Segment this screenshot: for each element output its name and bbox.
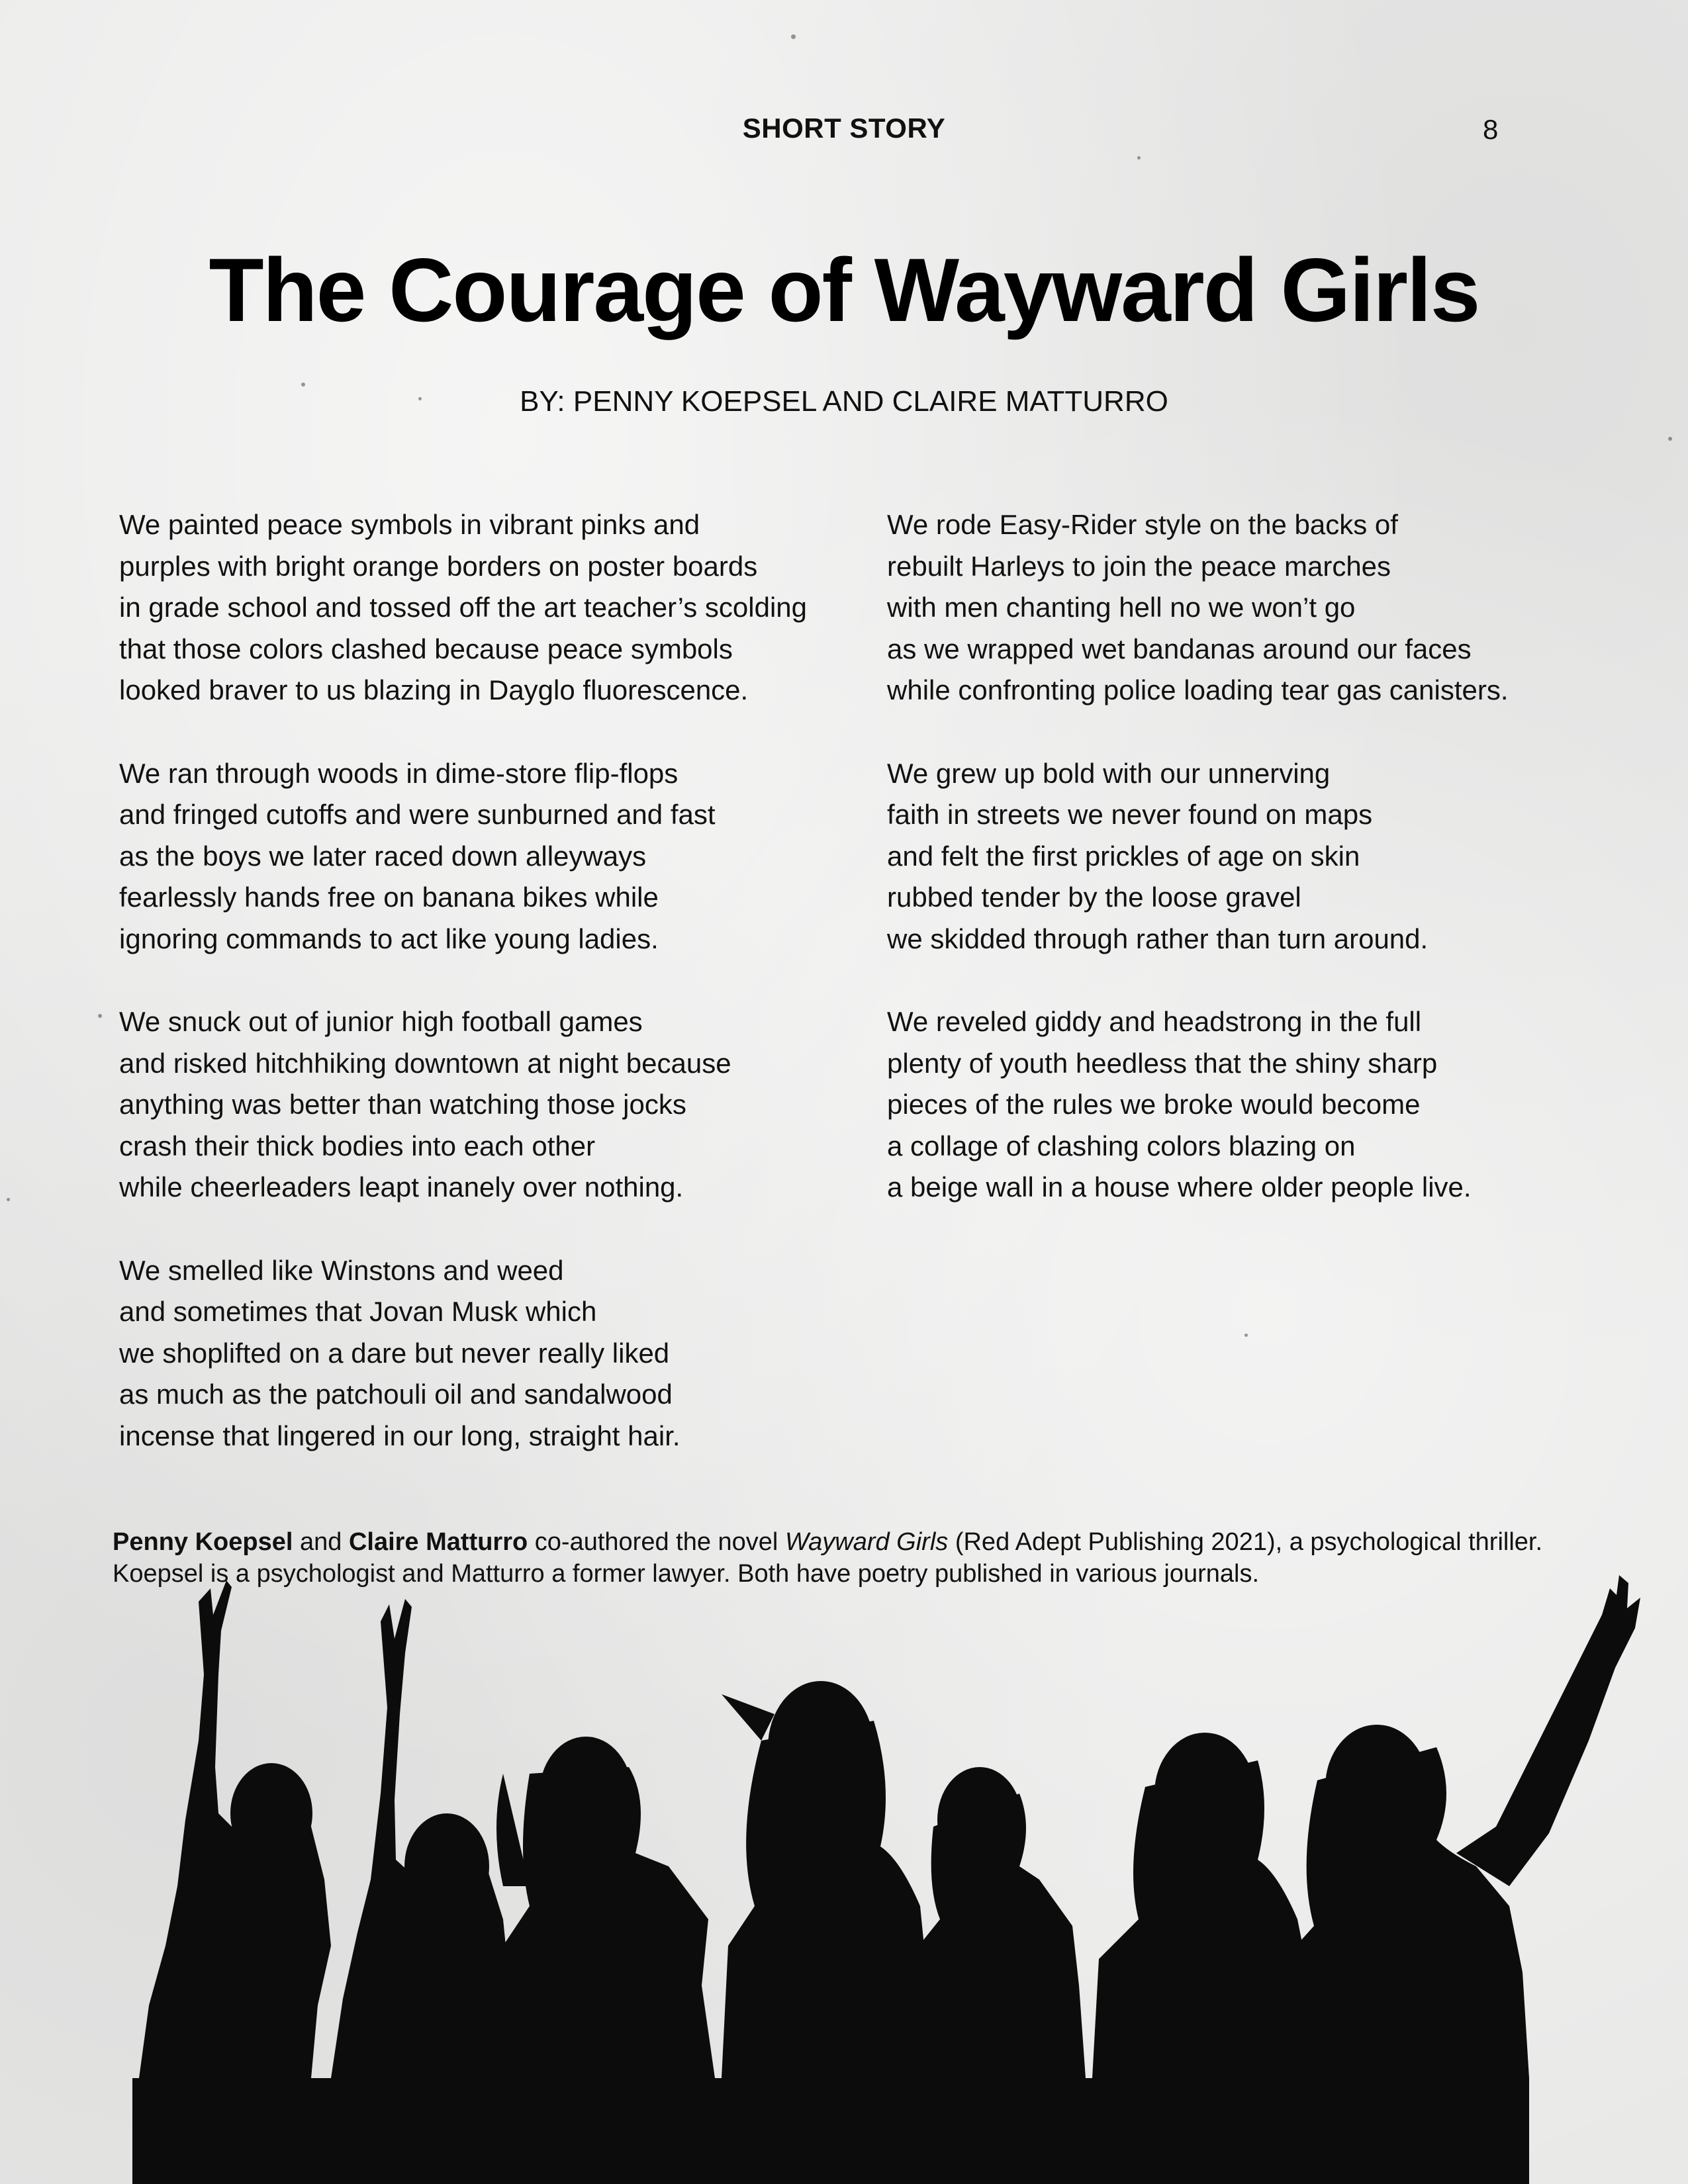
poem-line: rebuilt Harleys to join the peace marches <box>887 550 1391 582</box>
bio-book-title: Wayward Girls <box>784 1528 949 1556</box>
stanza <box>887 504 1648 711</box>
poem-line: while confronting police loading tear gas canisters. <box>887 674 1509 705</box>
poem-line: plenty of youth heedless that the shiny sharp <box>887 1047 1438 1079</box>
bio-text2: (Red Adept Publishing 2021), a psychological thriller. Koepsel is a psychologist and Matturro a former lawyer. Both have poetry published in various journals. <box>113 1528 1543 1588</box>
poem-line: incense that lingered in our long, straight hair. <box>119 1420 680 1451</box>
poem-line: we skidded through rather than turn around. <box>887 923 1429 954</box>
bio-author2: Claire Matturro <box>348 1528 528 1556</box>
poem-line: crash their thick bodies into each other <box>119 1130 596 1161</box>
poem-line: faith in streets we never found on maps <box>887 799 1373 830</box>
paper-speck <box>98 1014 102 1018</box>
paper-speck <box>7 1198 10 1201</box>
stanza <box>119 753 874 960</box>
poem-line: We ran through woods in dime-store flip-flops <box>119 757 679 789</box>
poem-line: as the boys we later raced down alleyways <box>119 840 647 872</box>
poem-right-column <box>887 504 1648 1250</box>
girls-silhouette-illustration <box>0 1575 1688 2184</box>
byline: BY: PENNY KOEPSEL AND CLAIRE MATTURRO <box>520 385 1168 418</box>
section-label: SHORT STORY <box>742 113 946 144</box>
poem-line: we shoplifted on a dare but never really liked <box>119 1337 670 1369</box>
poem-line: a beige wall in a house where older people live. <box>887 1171 1472 1203</box>
paper-speck <box>1668 437 1672 441</box>
poem-line: rubbed tender by the loose gravel <box>887 882 1301 913</box>
stanza <box>119 504 874 711</box>
poem-line: pieces of the rules we broke would become <box>887 1089 1421 1120</box>
bio-author1: Penny Koepsel <box>113 1528 293 1556</box>
stanza <box>119 1001 874 1208</box>
poem-line: in grade school and tossed off the art teacher’s scolding <box>119 592 808 623</box>
paper-speck <box>1137 156 1141 159</box>
poem-line: and risked hitchhiking downtown at night because <box>119 1047 731 1079</box>
poem-line: ignoring commands to act like young ladies. <box>119 923 659 954</box>
poem-line: as much as the patchouli oil and sandalwood <box>119 1379 673 1410</box>
poem-line: looked braver to us blazing in Dayglo fluorescence. <box>119 674 749 705</box>
poem-line: purples with bright orange borders on poster boards <box>119 550 758 582</box>
stanza <box>119 1250 874 1457</box>
bio-and: and <box>293 1528 349 1556</box>
stanza <box>887 753 1648 960</box>
poem-line: We rode Easy-Rider style on the backs of <box>887 509 1398 540</box>
poem-line: fearlessly hands free on banana bikes while <box>119 882 659 913</box>
poem-line: with men chanting hell no we won’t go <box>887 592 1356 623</box>
page-number: 8 <box>1483 114 1499 145</box>
poem-line: as we wrapped wet bandanas around our faces <box>887 633 1472 664</box>
poem-line: We reveled giddy and headstrong in the full <box>887 1006 1422 1037</box>
poem-line: and sometimes that Jovan Musk which <box>119 1296 597 1327</box>
poem-line: while cheerleaders leapt inanely over nothing. <box>119 1171 684 1203</box>
poem-line: We grew up bold with our unnerving <box>887 757 1331 789</box>
poem-line: We smelled like Winstons and weed <box>119 1254 564 1286</box>
poem-line: that those colors clashed because peace symbols <box>119 633 733 664</box>
poem-line: anything was better than watching those jocks <box>119 1089 686 1120</box>
poem-line: and fringed cutoffs and were sunburned and fast <box>119 799 716 830</box>
poem-line: a collage of clashing colors blazing on <box>887 1130 1356 1161</box>
poem-line: We painted peace symbols in vibrant pinks and <box>119 509 700 540</box>
poem-left-column <box>119 504 874 1498</box>
bio-text1: co-authored the novel <box>528 1528 785 1556</box>
poem-line: We snuck out of junior high football games <box>119 1006 643 1037</box>
poem-line: and felt the first prickles of age on skin <box>887 840 1360 872</box>
paper-speck <box>1244 1334 1248 1337</box>
article-title: The Courage of Wayward Girls <box>209 240 1479 340</box>
stanza <box>887 1001 1648 1208</box>
paper-speck <box>791 34 796 39</box>
